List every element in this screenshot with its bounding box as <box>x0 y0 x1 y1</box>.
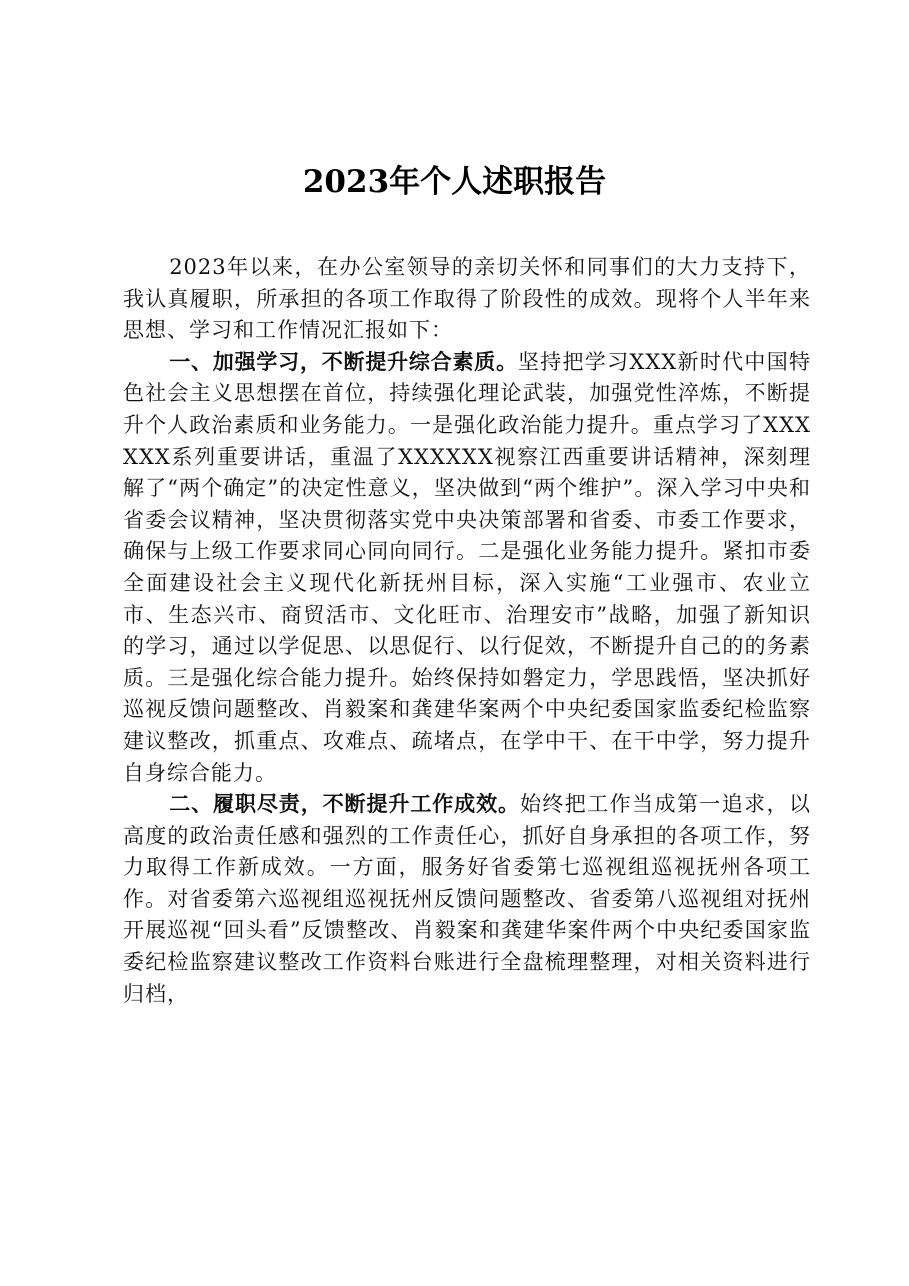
paragraph-intro <box>123 252 811 347</box>
document-title: 2023年个人述职报告 <box>302 164 607 200</box>
section-two-heading: 二、履职尽责，不断提升工作成效。 <box>169 792 520 817</box>
section-one-text: 坚持把学习XXX新时代中国特色社会主义思想摆在首位，持续强化理论武装，加强党性淬炼，不断提升个人政治素质和业务能力。一是强化政治能力提升。重点学习了XXXXXX系列重要讲话，重温了XXXXXX视察江西重要讲话精神，深刻理解了“两个确定”的决定性意义，坚决做到“两个维护”。深入学习中央和省委会议精神，坚决贯彻落实党中央决策部署和省委、市委工作要求，确保与上级工作要求同心同向同行。二是强化业务能力提升。紧扣市委全面建设社会主义现代化新抚州目标，深入实施“工业强市、农业立市、生态兴市、商贸活市、文化旺市、治理安市”战略，加强了新知识的学习，通过以学促思、以思促行、以行促效，不断提升自己的的务素质。三是强化综合能力提升。始终保持如磐定力，学思践悟，坚决抓好巡视反馈问题整改、肖毅案和龚建华案两个中央纪委国家监委纪检监察建议整改，抓重点、攻难点、疏堵点，在学中干、在干中学，努力提升自身综合能力。 <box>123 349 811 785</box>
paragraph-intro-text: 2023年以来，在办公室领导的亲切关怀和同事们的大力支持下，我认真履职，所承担的各项工作取得了阶段性的成效。现将个人半年来思想、学习和工作情况汇报如下： <box>123 255 811 343</box>
paragraph-section-two <box>123 789 811 1010</box>
section-one-heading: 一、加强学习，不断提升综合素质。 <box>169 349 518 374</box>
section-two-text: 始终把工作当成第一追求，以高度的政治责任感和强烈的工作责任心，抓好自身承担的各项工作，努力取得工作新成效。一方面，服务好省委第七巡视组巡视抚州各项工作。对省委第六巡视组巡视抚州反馈问题整改、省委第八巡视组对抚州开展巡视“回头看”反馈整改、肖毅案和龚建华案件两个中央纪委国家监委纪检监察建议整改工作资料台账进行全盘梳理整理，对相关资料进行归档， <box>123 792 811 1006</box>
paragraph-section-one <box>123 347 811 789</box>
document-body <box>123 252 811 1010</box>
